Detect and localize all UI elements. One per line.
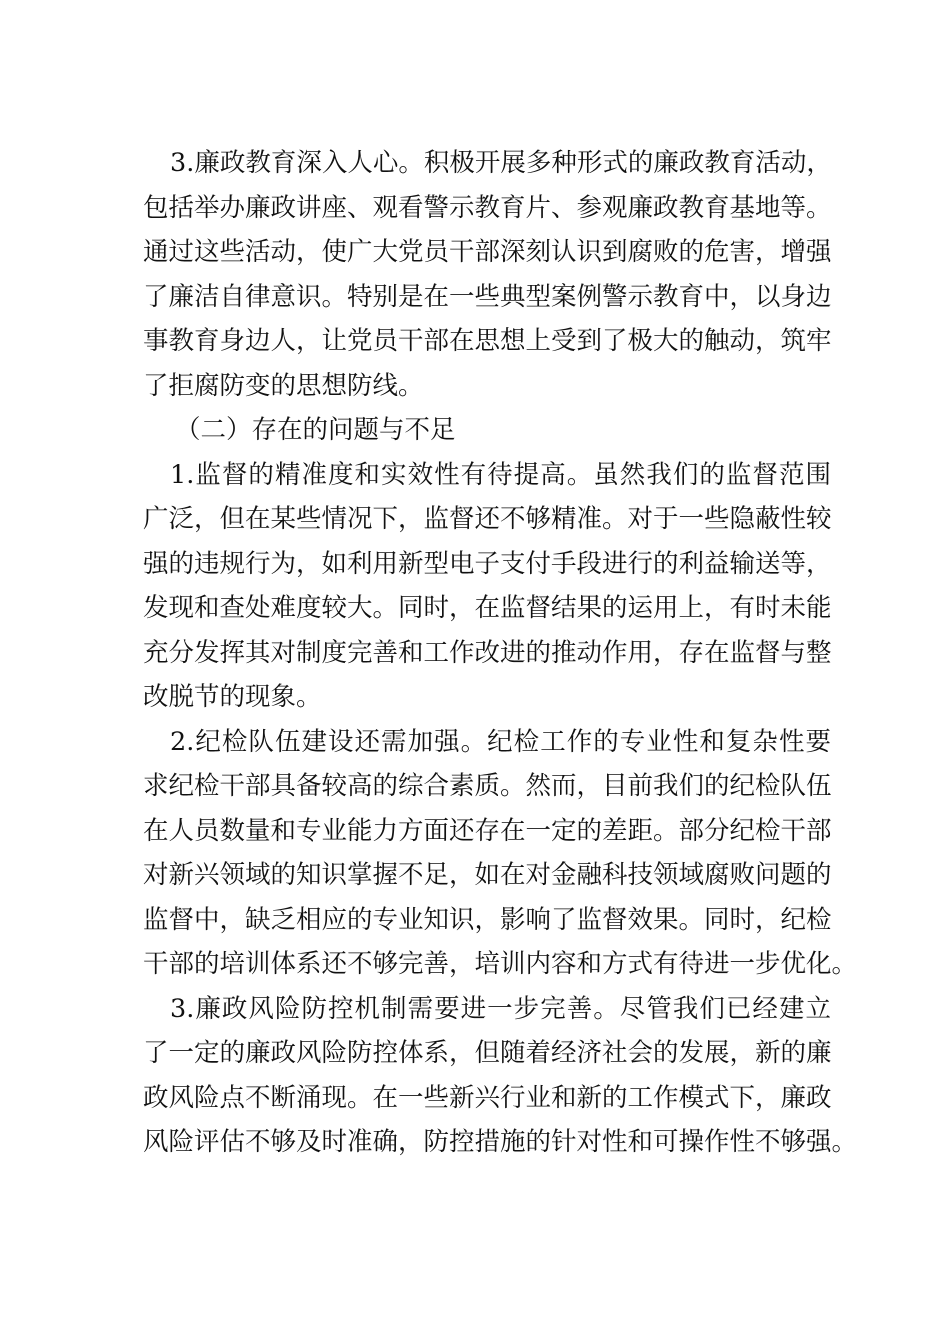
text-line: 风险评估不够及时准确，防控措施的针对性和可操作性不够强。: [143, 1127, 858, 1157]
text-line: 通过这些活动，使广大党员干部深刻认识到腐败的危害，增强: [143, 237, 832, 267]
text-line: 3.廉政风险防控机制需要进一步完善。尽管我们已经建立: [170, 993, 831, 1024]
text-line: 干部的培训体系还不够完善，培训内容和方式有待进一步优化。: [143, 949, 858, 979]
text-line: 充分发挥其对制度完善和工作改进的推动作用，存在监督与整: [143, 637, 832, 668]
text-line: 了一定的廉政风险防控体系，但随着经济社会的发展，新的廉: [143, 1038, 832, 1068]
text-line: 2.纪检队伍建设还需加强。纪检工作的专业性和复杂性要: [170, 726, 831, 757]
text-line: 广泛，但在某些情况下，监督还不够精准。对于一些隐蔽性较: [143, 504, 832, 534]
text-line: 1.监督的精准度和实效性有待提高。虽然我们的监督范围: [170, 459, 831, 490]
text-line: 在人员数量和专业能力方面还存在一定的差距。部分纪检干部: [143, 815, 832, 846]
text-line: 了廉洁自律意识。特别是在一些典型案例警示教育中，以身边: [143, 281, 832, 312]
text-line: 3.廉政教育深入人心。积极开展多种形式的廉政教育活动，: [170, 148, 832, 178]
text-line: 求纪检干部具备较高的综合素质。然而，目前我们的纪检队伍: [143, 771, 832, 801]
text-line: （二）存在的问题与不足: [175, 415, 456, 445]
text-line: 政风险点不断涌现。在一些新兴行业和新的工作模式下，廉政: [143, 1082, 832, 1113]
paragraph: [143, 453, 831, 720]
text-line: 事教育身边人，让党员干部在思想上受到了极大的触动，筑牢: [143, 326, 832, 356]
paragraph: [143, 987, 858, 1165]
paragraph: [143, 720, 858, 987]
section-heading: [143, 408, 831, 453]
text-line: 包括举办廉政讲座、观看警示教育片、参观廉政教育基地等。: [143, 192, 832, 223]
paragraph: [143, 141, 831, 408]
text-line: 对新兴领域的知识掌握不足，如在对金融科技领域腐败问题的: [143, 860, 832, 890]
text-line: 监督中，缺乏相应的专业知识，影响了监督效果。同时，纪检: [143, 904, 832, 935]
text-line: 强的违规行为，如利用新型电子支付手段进行的利益输送等，: [143, 548, 832, 579]
text-line: 改脱节的现象。: [143, 682, 322, 712]
text-line: 了拒腐防变的思想防线。: [143, 370, 424, 401]
document-body: [143, 141, 858, 1165]
text-line: 发现和查处难度较大。同时，在监督结果的运用上，有时未能: [143, 593, 832, 623]
